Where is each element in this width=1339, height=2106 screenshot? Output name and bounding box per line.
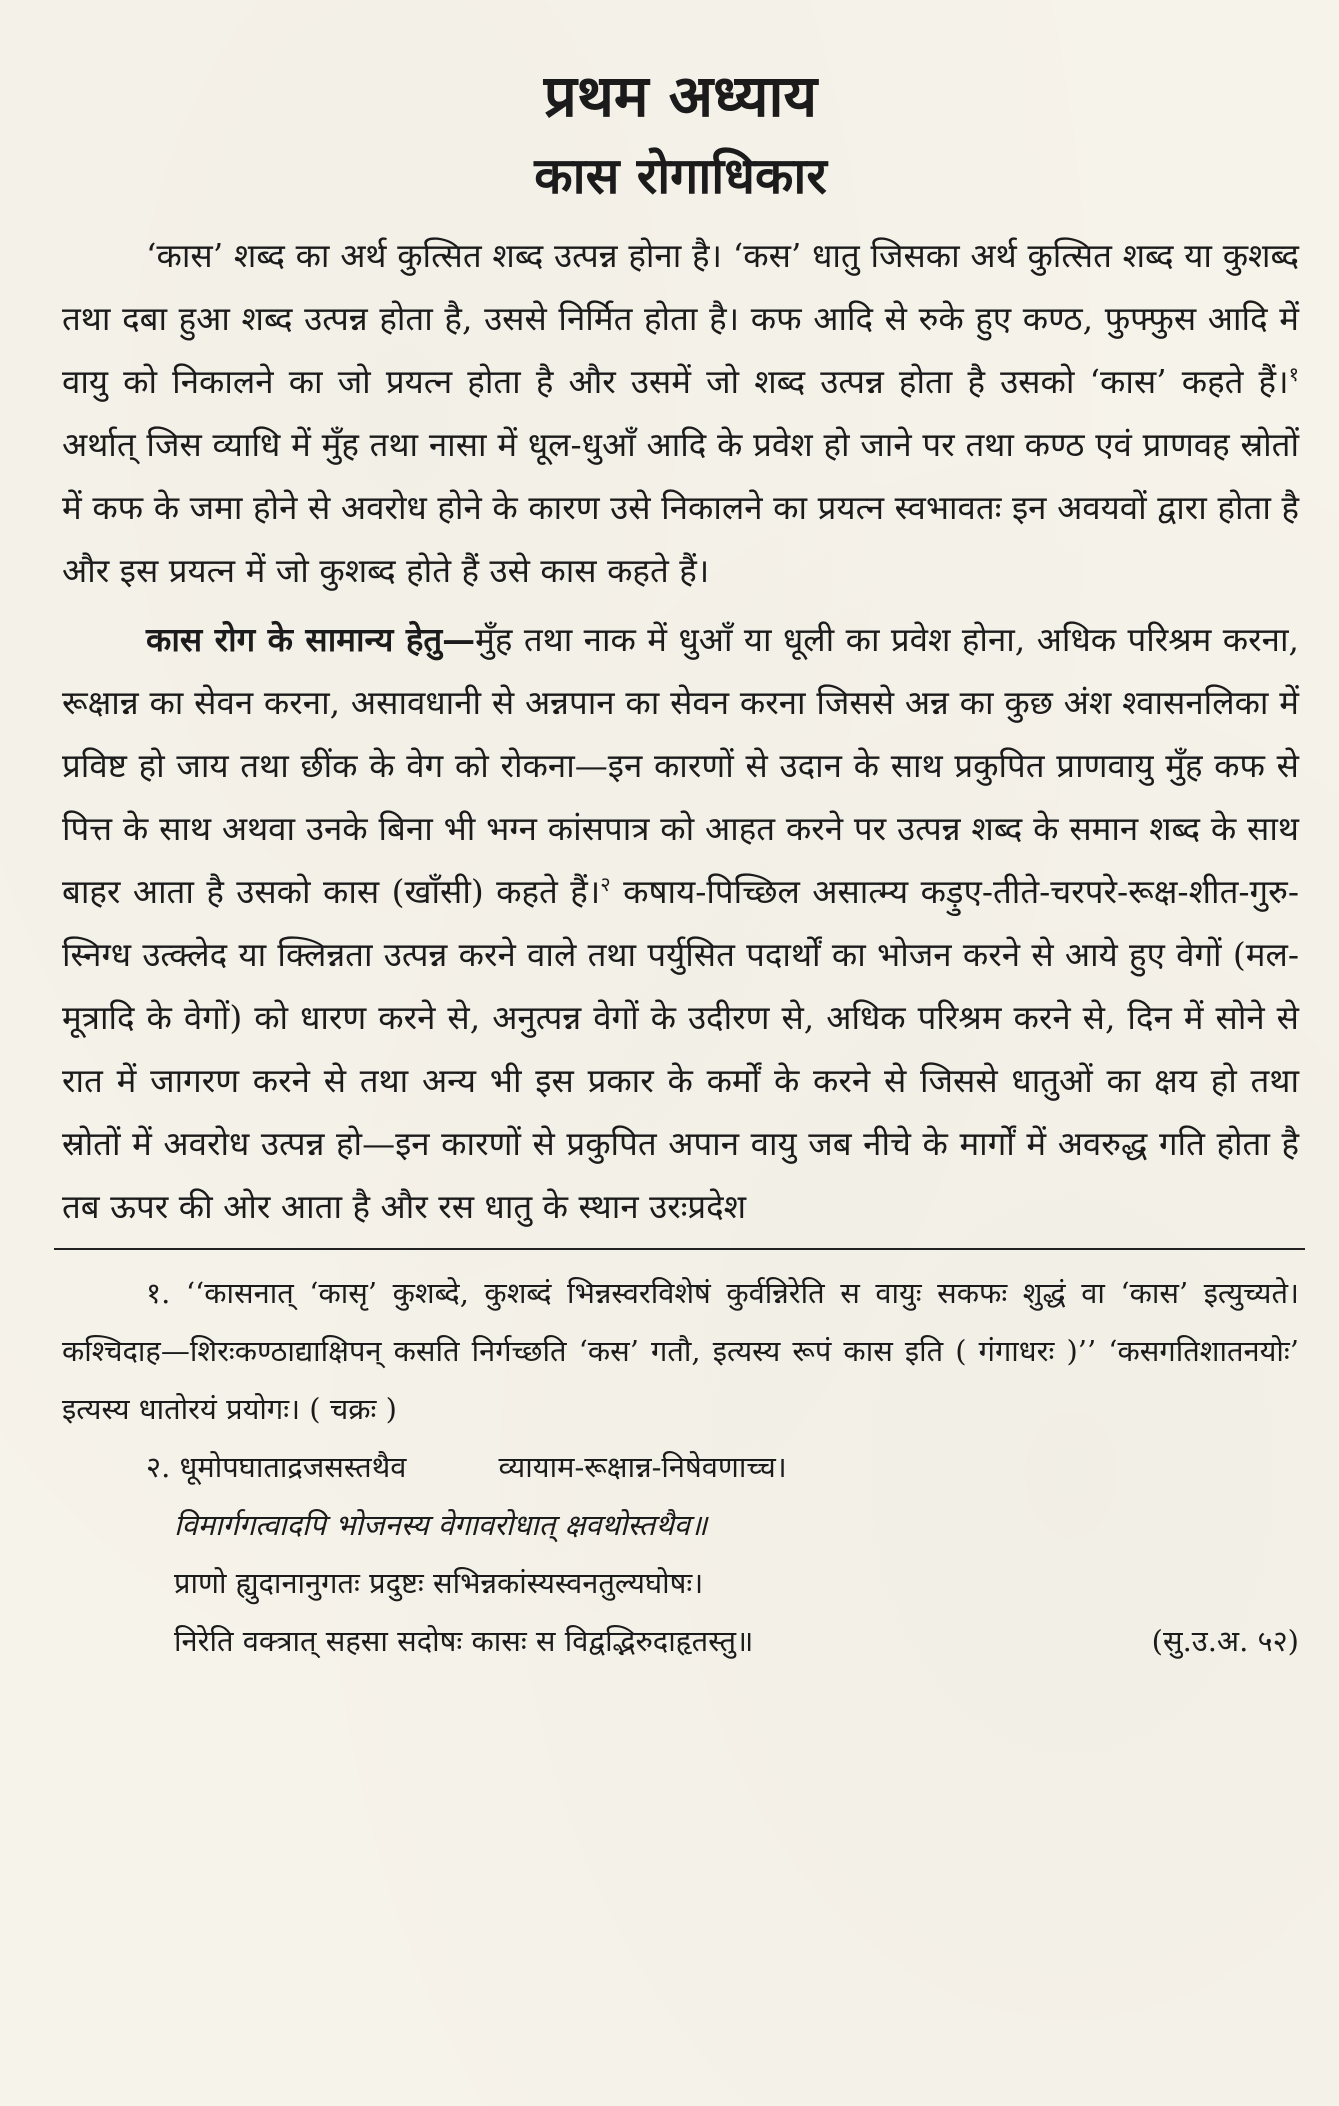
footnote-2 (62, 1438, 1299, 1496)
body-paragraph-1 (62, 224, 1299, 602)
footnote-1: १. ‘‘कासनात् ‘कासृ’ कुशब्दे, कुशब्दं भिन्नस्वरविशेषं कुर्वन्निरेति स वायुः सकफः शुद्धं वा ‘कास’ इत्युच्यते। कश्चिदाह—शिरःकण्ठाद्याक्षिपन् कसति निर्गच्छति ‘कस’ गतौ, इत्यस्य रूपं कास इति ( गंगाधरः )’’ ‘कसगतिशातनयोः’ इत्यस्य धातोरयं प्रयोगः। ( चक्रः ) (62, 1275, 1299, 1426)
footnote-2-citation: (सु.उ.अ. ५२) (1151, 1623, 1299, 1658)
body-paragraph-2 (62, 608, 1299, 1238)
section-title: कास रोगाधिकार (534, 145, 827, 205)
footnote-divider (54, 1248, 1305, 1250)
paragraph-2-rest: कषाय-पिच्छिल असात्म्य कड़ुए-तीते-चरपरे-रूक्ष-शीत-गुरु-स्निग्ध उत्क्लेद या क्लिन्नता उत्पन्न करने वाले तथा पर्युसित पदार्थों का भोजन करने से आये हुए वेगों (मल-मूत्रादि के वेगों) को धारण करने से, अनुत्पन्न वेगों के उदीरण से, अधिक परिश्रम करने से, दिन में सोने से रात में जागरण करने से तथा अन्य भी इस प्रकार के कर्मों के करने से जिससे धातुओं का क्षय हो तथा स्रोतों में अवरोध उत्पन्न हो—इन कारणों से प्रकुपित अपान वायु जब नीचे के मार्गों में अवरुद्ध गति होता है तब ऊपर की ओर आता है और रस धातु के स्थान उरःप्रदेश (62, 871, 1299, 1226)
footnote-2-line-4-text: निरेति वक्त्रात् सहसा सदोषः कासः स विद्वद्भिरुदाहृतस्तु॥ (174, 1623, 754, 1658)
chapter-title: प्रथम अध्याय (543, 62, 818, 130)
footnote-2-line-2: विमार्गगत्वादपि भोजनस्य वेगावरोधात् क्षवथोस्तथैव॥ (174, 1507, 708, 1542)
footnote-ref-1: १ (1288, 361, 1299, 386)
paragraph-2-text: मुँह तथा नाक में धुआँ या धूली का प्रवेश होना, अधिक परिश्रम करना, रूक्षान्न का सेवन करना, असावधानी से अन्नपान का सेवन करना जिससे अन्न का कुछ अंश श्वासनलिका में प्रविष्ट हो जाय तथा छींक के वेग को रोकना—इन कारणों से उदान के साथ प्रकुपित प्राणवायु मुँह कफ से पित्त के साथ अथवा उनके बिना भी भग्न कांसपात्र को आहत करने पर उत्पन्न शब्द के समान शब्द के साथ बाहर आता है उसको कास (खाँसी) कहते हैं। (62, 619, 1300, 911)
footnotes (62, 1264, 1299, 1670)
paragraph-2-heading: कास रोग के सामान्य हेतु— (146, 619, 476, 659)
paragraph-1-rest: अर्थात् जिस व्याधि में मुँह तथा नासा में धूल-धुआँ आदि के प्रवेश हो जाने पर तथा कण्ठ एवं प्राणवह स्रोतों में कफ के जमा होने से अवरोध होने के कारण उसे निकालने का प्रयत्न स्वभावतः इन अवयवों द्वारा होता है और इस प्रयत्न में जो कुशब्द होते हैं उसे कास कहते हैं। (62, 424, 1299, 590)
paragraph-1-text: ‘कास’ शब्द का अर्थ कुत्सित शब्द उत्पन्न होना है। ‘कस’ धातु जिसका अर्थ कुत्सित शब्द या कुशब्द तथा दबा हुआ शब्द उत्पन्न होता है, उससे निर्मित होता है। कफ आदि से रुके हुए कण्ठ, फुफ्फुस आदि में वायु को निकालने का जो प्रयत्न होता है और उसमें जो शब्द उत्पन्न होता है उसको ‘कास’ कहते हैं। (62, 235, 1299, 401)
footnote-2-verse (62, 1496, 1299, 1670)
footnote-ref-2: २ (600, 871, 611, 896)
footnote-2-line-3: प्राणो ह्युदानानुगतः प्रदुष्टः सभिन्नकांस्यस्वनतुल्यघोषः। (174, 1565, 704, 1600)
footnote-2-line-4 (174, 1612, 1299, 1670)
footnote-2-line-1: २. धूमोपघाताद्रजसस्तथैव व्यायाम-रूक्षान्न-निषेवणाच्च। (146, 1449, 787, 1484)
